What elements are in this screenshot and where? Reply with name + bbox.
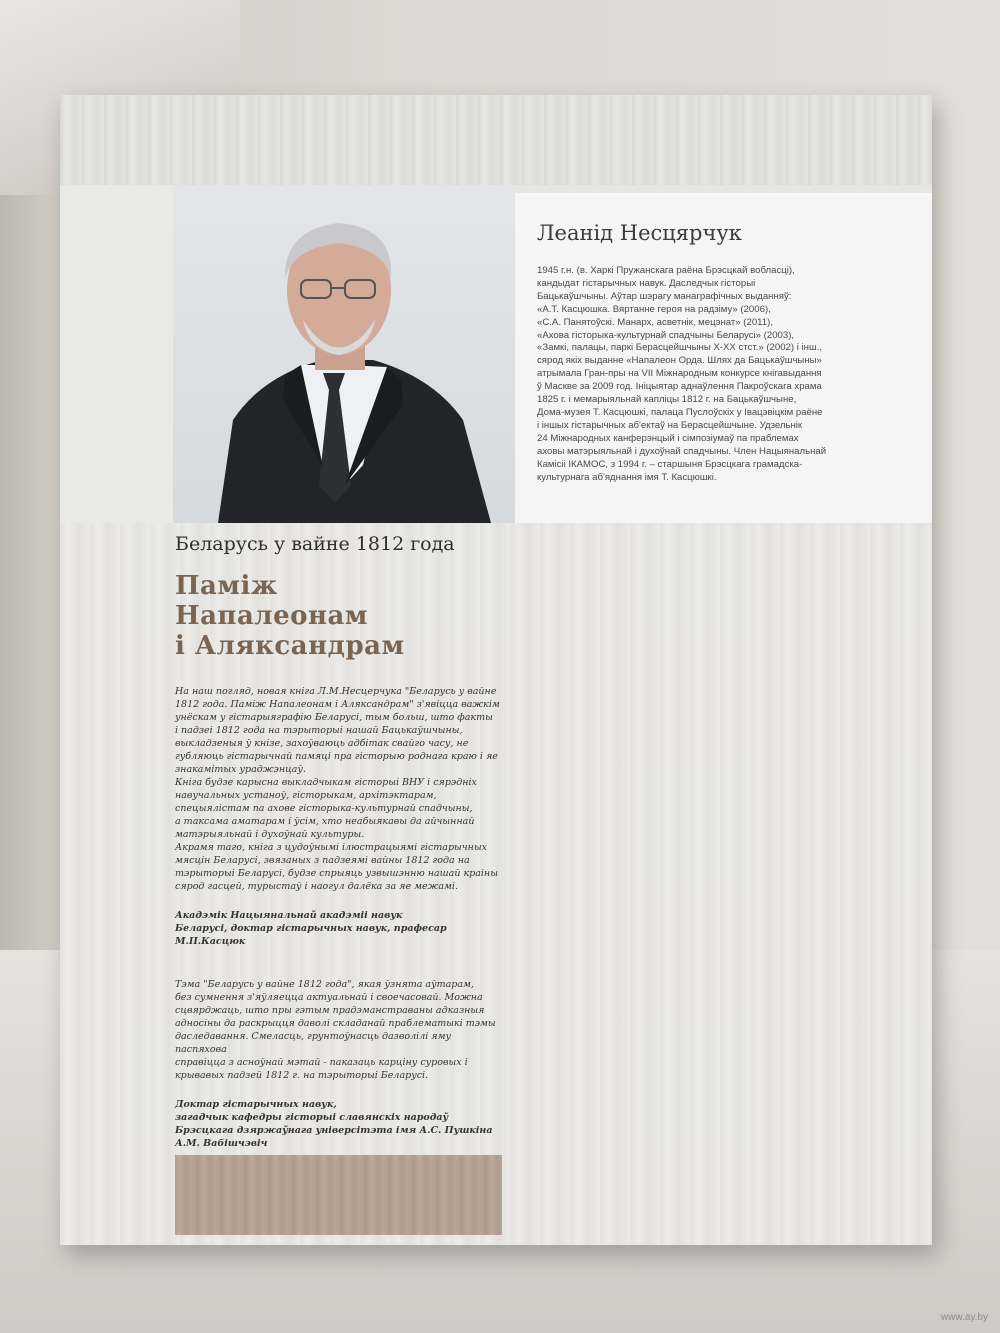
author-bio-panel <box>515 193 932 523</box>
review-line: 1812 года. Паміж Напалеонам і Аляксандрам" з'явіцца важкім <box>175 699 500 710</box>
watermark: www.ay.by <box>940 1312 988 1323</box>
bio-line: Камісіі ІКАМОС, з 1994 г. – старшыня Брэсцкага грамадска- <box>537 458 803 470</box>
review-line: выкладзеныя ў кнізе, захоўваюць адбітак свайго часу, не <box>175 738 469 749</box>
review-line: спецыялістам па ахове гісторыка-культурнай спадчыны, <box>175 803 473 814</box>
review-line: На наш погляд, новая кніга Л.М.Несцерчука "Беларусь у вайне <box>175 686 497 697</box>
bio-line: «С.А. Панятоўскі. Манарх, асветнік, мецэнат» (2011), <box>537 316 773 328</box>
cover-top-band <box>60 95 932 185</box>
review-line: адносіны да раскрыцця даволі складанай праблематыкі тэмы <box>175 1018 496 1029</box>
review-line: сярод гасцей, турыстаў і наогул далёка за яе межамі. <box>175 881 458 892</box>
book-back-cover <box>60 95 932 1245</box>
bio-line: 1825 г. і мемарыяльнай капліцы 1812 г. на Бацькаўшчыне, <box>537 394 797 406</box>
signature-line: Доктар гістарычных навук, <box>175 1099 337 1110</box>
bio-line: Бацькаўшчыны. Аўтар шэрагу манаграфічных выданняў: <box>537 290 792 302</box>
review-line: унёскам у гістарыяграфію Беларусі, тым больш, што факты <box>175 712 493 723</box>
signature-line: загадчык кафедры гісторыі славянскіх народаў <box>175 1112 449 1123</box>
review-line: а таксама аматарам і ўсім, хто неабыякавы да айчыннай <box>175 816 475 827</box>
review-line: Акрамя таго, кніга з цудоўнымі ілюстрацыямі гістарычных <box>175 842 488 853</box>
bio-line: ў Маскве за 2009 год. Ініцыятар аднаўлення Пакроўскага храма <box>537 381 822 393</box>
bio-line: атрымала Гран-пры на VII Міжнародным конкурсе кнігавыдання <box>537 368 822 380</box>
bio-line: кандыдат гістарычных навук. Даследчык гісторыі <box>537 277 756 289</box>
review-line: Тэма "Беларусь у вайне 1812 года", якая ўзнята аўтарам, <box>175 979 474 990</box>
author-name: Леанід Несцярчук <box>537 221 742 245</box>
review-line: і падзеі 1812 года на тэрыторыі нашай Бацькаўшчыны, <box>175 725 463 736</box>
author-photo <box>173 185 515 523</box>
author-portrait-illustration <box>173 185 515 523</box>
series-title: Беларусь у вайне 1812 года <box>175 533 455 555</box>
title-line: і Аляксандрам <box>175 631 405 661</box>
signature-line: Акадэмік Нацыянальнай акадэміі навук <box>175 910 403 921</box>
bio-line: «Ахова гісторыка-культурнай спадчыны Беларусі» (2003), <box>537 329 795 341</box>
bio-line: 1945 г.н. (в. Харкі Пружанскага раёна Брэсцкай вобласці), <box>537 265 795 276</box>
bio-line: культурнага аб'яднання імя Т. Касцюшкі. <box>537 471 717 483</box>
review-line: даследавання. Смеласць, грунтоўнасць дазволілі яму паспяхова <box>175 1031 451 1055</box>
signature-line: М.П.Касцюк <box>175 936 246 947</box>
review-line: матэрыяльнай і духоўнай культуры. <box>175 829 365 840</box>
bio-line: 24 Міжнародных канферэнцый і сімпозіумаў па праблемах <box>537 432 799 444</box>
review-line: знакамітых ураджэнцаў. <box>175 764 306 775</box>
review-line: без сумнення з'яўляецца актуальнай і своечасовай. Можна <box>175 992 483 1003</box>
wood-texture-strip <box>175 1155 502 1235</box>
review-line: тэрыторыі Беларусі, будзе спрыяць узвышэнню нашай краіны <box>175 868 498 879</box>
signature-line: Брэсцкага дзяржаўнага універсітэта імя А.С. Пушкіна <box>175 1125 493 1136</box>
review-line: мясцін Беларусі, звязаных з падзеямі вайны 1812 года на <box>175 855 470 866</box>
author-bio-text <box>537 265 907 484</box>
review-line: сцвярджаць, што пры гэтым прадэманстраваны адказныя <box>175 1005 485 1016</box>
signature-line: Беларусі, доктар гістарычных навук, прафесар <box>175 923 447 934</box>
reviews-block <box>175 685 505 1150</box>
review-line: губляюць гістарычнай памяці пра гісторыю роднага краю і яе <box>175 751 498 762</box>
bio-line: сярод якіх выданне «Напалеон Орда. Шлях да Бацькаўшчыны» <box>537 355 822 367</box>
cover-left-panel <box>60 185 173 523</box>
bio-line: «А.Т. Касцюшка. Вяртанне героя на радзіму» (2006), <box>537 303 771 315</box>
signature-line: А.М. Вабішчэвіч <box>175 1138 268 1149</box>
bio-line: Дома-музея Т. Касцюшкі, палаца Пуслоўскіх у Івацэвіцкім раёне <box>537 406 823 418</box>
review-line: справіцца з асноўнай мэтай - паказаць карціну суровых і <box>175 1057 468 1068</box>
review-line: крывавых падзей 1812 г. на тэрыторыі Беларусі. <box>175 1070 429 1081</box>
bio-line: «Замкі, палацы, паркі Берасцейшчыны X-XX стст.» (2002) і інш., <box>537 342 822 354</box>
title-line: Напалеонам <box>175 601 368 631</box>
review-line: навучальных устаноў, гісторыкам, архітэктарам, <box>175 790 437 801</box>
review-line: Кніга будзе карысна выкладчыкам гісторыі ВНУ і сярэдніх <box>175 777 477 788</box>
bio-line: і іншых гістарычных аб'ектаў на Берасцейшчыне. Удзельнік <box>537 419 803 431</box>
bio-line: аховы матэрыяльнай і духоўнай спадчыны. Член Нацыянальнай <box>537 445 827 457</box>
title-line: Паміж <box>175 571 278 601</box>
book-title <box>175 571 405 661</box>
